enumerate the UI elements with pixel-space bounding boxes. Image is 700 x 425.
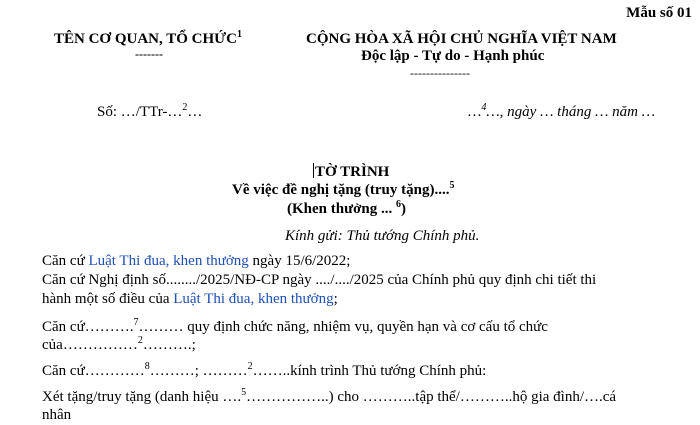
organization-dash: ------- [135, 47, 163, 61]
consideration-line-cont: nhân [42, 407, 72, 423]
basis-function-line: Căn cứ……….$^7$……… quy định chức năng, nhiệm vụ, quyền hạn và cơ cấu tổ chức [42, 317, 548, 335]
text-cursor [313, 163, 314, 178]
basis-decree-line: Căn cứ Nghị định số......../2025/NĐ-CP ngày ..../..../2025 của Chính phủ quy định chi tiết thi [42, 272, 597, 288]
law-link[interactable]: Luật Thi đua, khen thưởng [88, 253, 249, 269]
document-subject: Về việc đề nghị tặng (truy tặng)....$^5$ [232, 180, 455, 198]
organization-name: TÊN CƠ QUAN, TỔ CHỨC$^1$ [54, 29, 242, 47]
form-number: Mẫu số 01 [626, 5, 692, 21]
basis-decree-line-cont: hành một số điều của Luật Thi đua, khen thưởng; [42, 291, 338, 307]
document-number: Số: …/TTr-…$^2$… [97, 102, 203, 120]
nation-title: CỘNG HÒA XÃ HỘI CHỦ NGHĨA VIỆT NAM [306, 31, 617, 47]
consideration-line: Xét tặng/truy tặng (danh hiệu ….$^5$……………..) cho ………..tập thể/………..hộ gia đình/….cá [42, 387, 617, 405]
recipient: Kính gửi: Thủ tướng Chính phủ. [285, 228, 480, 244]
document-type-title: TỜ TRÌNH [315, 164, 390, 180]
award-form: (Khen thưởng ... $^6$) [287, 199, 406, 217]
basis-law-line: Căn cứ Luật Thi đua, khen thưởng ngày 15/6/2022; [42, 253, 351, 269]
law-link-2[interactable]: Luật Thi đua, khen thưởng [173, 291, 334, 307]
nation-motto: Độc lập - Tự do - Hạnh phúc [361, 48, 545, 64]
motto-underline: --------------- [410, 66, 470, 80]
submission-line: Căn cứ…………$^8$………; ………$^2$……..kính trình Thủ tướng Chính phủ: [42, 361, 487, 379]
basis-function-line-cont: của……………$^2$……….; [42, 335, 196, 353]
place-date: …$^4$…, ngày … tháng … năm … [468, 102, 656, 120]
